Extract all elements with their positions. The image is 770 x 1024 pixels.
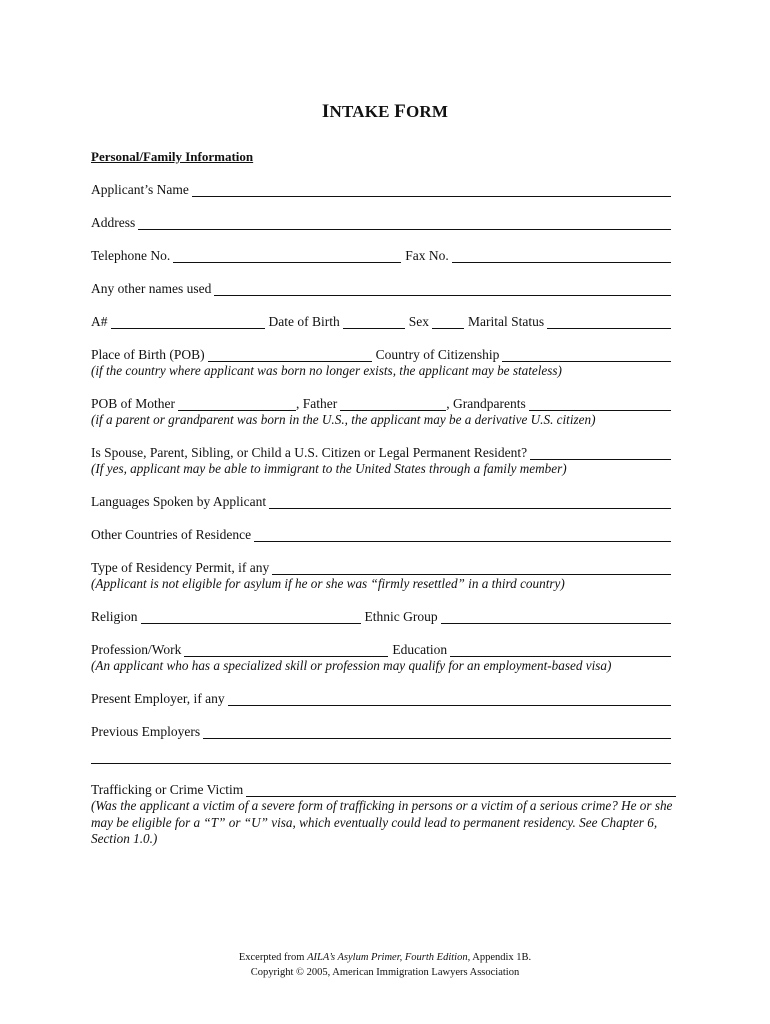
present-employer-row	[91, 691, 671, 707]
profession-hint: (An applicant who has a specialized skill or profession may qualify for an employment-based visa)	[91, 658, 612, 673]
education-field[interactable]	[450, 656, 671, 657]
present-employer-field[interactable]	[228, 705, 671, 706]
fax-field[interactable]	[452, 262, 671, 263]
residency-permit-label: Type of Residency Permit, if any	[91, 560, 270, 575]
religion-label: Religion	[91, 609, 138, 624]
education-label: Education	[392, 642, 448, 657]
address-field[interactable]	[138, 229, 671, 230]
pob-mother-label: POB of Mother	[91, 396, 175, 411]
father-label: , Father	[296, 396, 338, 411]
applicant-name-row	[91, 182, 671, 198]
other-names-label: Any other names used	[91, 281, 212, 296]
applicant-name-field[interactable]	[192, 196, 671, 197]
form-title: INTAKE FORM	[321, 101, 449, 122]
other-names-field[interactable]	[214, 295, 671, 296]
residency-row	[91, 560, 671, 576]
birth-row	[91, 347, 671, 363]
profession-field[interactable]	[184, 656, 388, 657]
other-countries-label: Other Countries of Residence	[91, 527, 252, 542]
previous-employers-extra-line[interactable]	[91, 763, 671, 764]
parents-row	[91, 396, 671, 412]
grandparents-label: , Grandparents	[446, 396, 526, 411]
dob-label: Date of Birth	[268, 314, 340, 329]
dob-field[interactable]	[343, 328, 405, 329]
other-names-row	[91, 281, 671, 297]
previous-employers-row	[91, 724, 671, 740]
spouse-question-label: Is Spouse, Parent, Sibling, or Child a U.S. Citizen or Legal Permanent Resident?	[91, 445, 528, 460]
profession-label: Profession/Work	[91, 642, 182, 657]
telephone-field[interactable]	[173, 262, 401, 263]
father-field[interactable]	[340, 410, 446, 411]
profession-row	[91, 642, 671, 658]
trafficking-label: Trafficking or Crime Victim	[91, 782, 244, 797]
parents-hint: (if a parent or grandparent was born in the U.S., the applicant may be a derivative U.S. citizen)	[91, 412, 596, 427]
identity-row	[91, 314, 671, 330]
religion-field[interactable]	[141, 623, 361, 624]
previous-employers-field[interactable]	[203, 738, 671, 739]
footer-citation: Excerpted from AILA’s Asylum Primer, Fourth Edition, Appendix 1B.	[238, 952, 532, 963]
phone-fax-row	[91, 248, 671, 264]
citizenship-label: Country of Citizenship	[375, 347, 500, 362]
marital-status-field[interactable]	[547, 328, 671, 329]
trafficking-row	[91, 782, 676, 798]
section-heading: Personal/Family Information	[91, 149, 254, 164]
a-number-field[interactable]	[111, 328, 265, 329]
trafficking-field[interactable]	[246, 796, 676, 797]
spouse-hint: (If yes, applicant may be able to immigrant to the United States through a family member)	[91, 461, 567, 476]
spouse-row	[91, 445, 671, 461]
residency-hint: (Applicant is not eligible for asylum if he or she was “firmly resettled” in a third country)	[91, 576, 565, 591]
sex-field[interactable]	[432, 328, 464, 329]
a-number-label: A#	[91, 314, 108, 329]
sex-label: Sex	[408, 314, 429, 329]
languages-field[interactable]	[269, 508, 671, 509]
other-countries-field[interactable]	[254, 541, 671, 542]
marital-status-label: Marital Status	[467, 314, 545, 329]
trafficking-hint: (Was the applicant a victim of a severe form of trafficking in persons or a victim of a serious crime? He or she may be eligible for a “T” or “U” visa, which eventually could lead to permanent residency. See Chapter 6, Section 1.0.)	[91, 798, 673, 846]
other-countries-row	[91, 527, 671, 543]
fax-label: Fax No.	[405, 248, 449, 263]
pob-label: Place of Birth (POB)	[91, 347, 205, 362]
spouse-question-field[interactable]	[530, 459, 671, 460]
citizenship-field[interactable]	[502, 361, 671, 362]
telephone-label: Telephone No.	[91, 248, 171, 263]
languages-label: Languages Spoken by Applicant	[91, 494, 267, 509]
grandparents-field[interactable]	[529, 410, 671, 411]
footer-copyright: Copyright © 2005, American Immigration Lawyers Association	[250, 967, 520, 978]
address-label: Address	[91, 215, 136, 230]
pob-mother-field[interactable]	[178, 410, 296, 411]
pob-hint: (if the country where applicant was born no longer exists, the applicant may be stateless)	[91, 363, 562, 378]
pob-field[interactable]	[208, 361, 372, 362]
religion-row	[91, 609, 671, 625]
previous-employers-label: Previous Employers	[91, 724, 201, 739]
applicant-name-label: Applicant’s Name	[91, 182, 189, 197]
languages-row	[91, 494, 671, 510]
ethnic-group-label: Ethnic Group	[364, 609, 438, 624]
residency-permit-field[interactable]	[272, 574, 671, 575]
present-employer-label: Present Employer, if any	[91, 691, 225, 706]
ethnic-group-field[interactable]	[441, 623, 671, 624]
address-row	[91, 215, 671, 231]
